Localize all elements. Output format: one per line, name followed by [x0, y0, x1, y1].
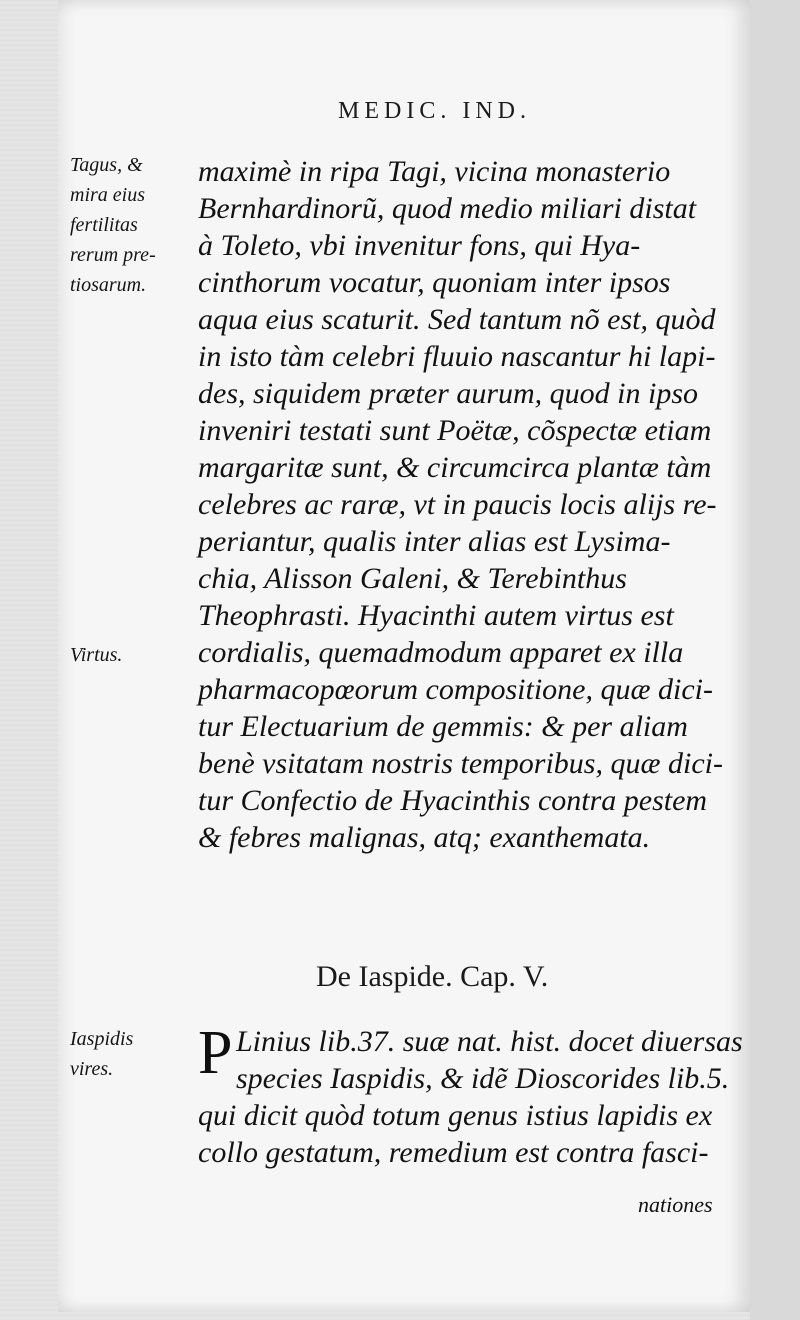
- body-line: Theophrasti. Hyacinthi autem virtus est: [198, 599, 674, 632]
- chapter-line: collo gestatum, remedium est contra fasci-: [198, 1136, 709, 1169]
- margin-note-line: vires.: [70, 1058, 114, 1080]
- running-head: MEDIC. IND.: [338, 98, 531, 124]
- margin-note-virtus: [70, 640, 194, 670]
- body-line: pharmacopœorum compositione, quæ dici-: [198, 673, 713, 706]
- margin-note-line: rerum pre-: [70, 244, 156, 266]
- body-line: des, siquidem præter aurum, quod in ipso: [198, 377, 699, 410]
- chapter-line: species Iaspidis, & idẽ Dioscorides lib.5.: [236, 1062, 730, 1095]
- body-line: periantur, qualis inter alias est Lysima-: [198, 525, 671, 558]
- body-line: tur Confectio de Hyacinthis contra pestem: [198, 784, 708, 817]
- body-line: cinthorum vocatur, quoniam inter ipsos: [198, 266, 671, 299]
- margin-note-iaspidis: [70, 1024, 194, 1084]
- body-line: benè vsitatam nostris temporibus, quæ dici-: [198, 747, 723, 780]
- chapter-line: qui dicit quòd totum genus istius lapidis ex: [198, 1099, 713, 1132]
- body-line: celebres ac raræ, vt in paucis locis alijs re-: [198, 488, 717, 521]
- margin-note-line: Iaspidis: [70, 1028, 134, 1050]
- body-line: tur Electuarium de gemmis: & per aliam: [198, 710, 688, 743]
- body-line: & febres malignas, atq; exanthemata.: [198, 821, 651, 854]
- margin-note-line: tiosarum.: [70, 274, 147, 296]
- chapter-heading: De Iaspide. Cap. V.: [316, 960, 549, 993]
- margin-note-line: Tagus, &: [70, 154, 143, 176]
- body-line: in isto tàm celebri fluuio nascantur hi lapi-: [198, 340, 716, 373]
- body-line: maximè in ripa Tagi, vicina monasterio: [198, 155, 671, 188]
- chapter-line: Linius lib.37. suæ nat. hist. docet diuersas: [236, 1025, 743, 1058]
- body-line: margaritæ sunt, & circumcirca plantæ tàm: [198, 451, 712, 484]
- catchword: nationes: [638, 1192, 713, 1217]
- margin-note-line: Virtus.: [70, 644, 123, 666]
- body-line: Bernhardinorũ, quod medio miliari distat: [198, 192, 697, 225]
- drop-cap: P: [198, 1019, 233, 1087]
- margin-note-line: fertilitas: [70, 214, 138, 236]
- body-line: aqua eius scaturit. Sed tantum nõ est, quòd: [198, 303, 716, 336]
- margin-note-tagus: [70, 150, 194, 300]
- margin-note-line: mira eius: [70, 184, 145, 206]
- body-line: à Toleto, vbi invenitur fons, qui Hya-: [198, 229, 641, 262]
- body-line: inveniri testati sunt Poëtæ, cõspectæ etiam: [198, 414, 712, 447]
- adjacent-page-edge: [750, 0, 800, 1320]
- body-line: cordialis, quemadmodum apparet ex illa: [198, 636, 684, 669]
- body-line: chia, Alisson Galeni, & Terebinthus: [198, 562, 627, 595]
